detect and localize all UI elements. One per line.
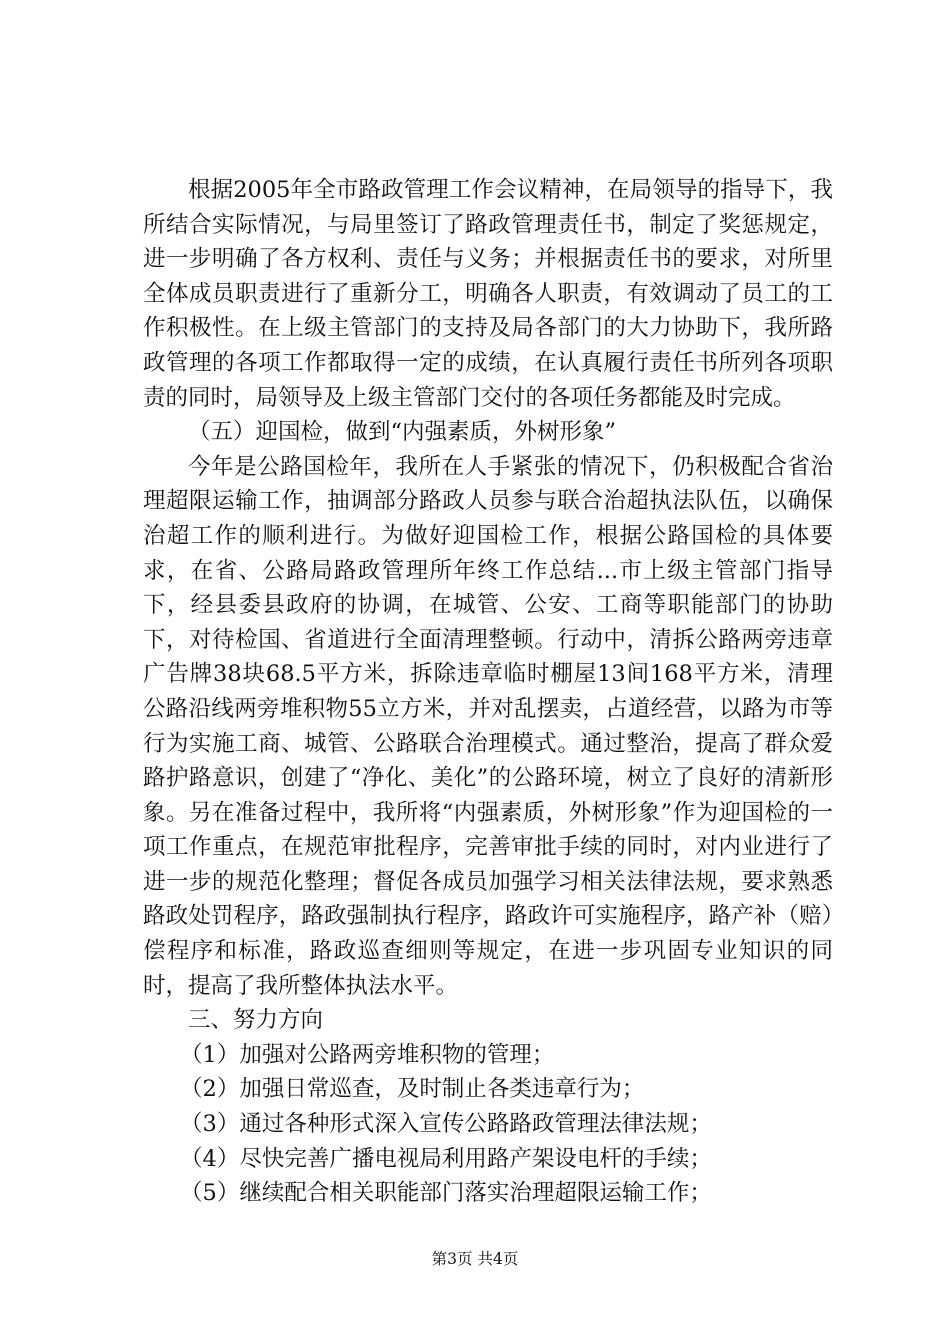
paragraph-national-inspection: 今年是公路国检年，我所在人手紧张的情况下，仍积极配合省治理超限运输工作，抽调部分路政人员参与联合治超执法队伍，以确保治超工作的顺利进行。为做好迎国检工作，根据公路国检的具体要求，在省、公路局路政管理所年终工作总结...市上级主管部门指导下，经县委县政府的协调，在城管、公安、工商等职能部门的协助下，对待检国、省道进行全面清理整顿。行动中，清拆公路两旁违章广告牌38块68.5平方米，拆除违章临时棚屋13间168平方米，清理公路沿线两旁堆积物55立方米，并对乱摆卖，占道经营，以路为市等行为实施工商、城管、公路联合治理模式。通过整治，提高了群众爱路护路意识，创建了“净化、美化”的公路环境，树立了良好的清新形象。另在准备过程中，我所将“内强素质，外树形象”作为迎国检的一项工作重点，在规范审批程序，完善审批手续的同时，对内业进行了进一步的规范化整理；督促各成员加强学习相关法律法规，要求熟悉路政处罚程序，路政强制执行程序，路政许可实施程序，路产补（赔）偿程序和标准，路政巡查细则等规定，在进一步巩固专业知识的同时，提高了我所整体执法水平。 xyxy=(143,453,833,999)
document-body xyxy=(143,173,833,1211)
section-heading-direction: 三、努力方向 xyxy=(188,1007,324,1034)
section-heading-national-inspection: （五）迎国检，做到“内强素质，外树形象” xyxy=(188,419,617,446)
list-item: （1）加强对公路两旁堆积物的管理； xyxy=(180,1041,555,1068)
page-number-footer: 第3页 共4页 xyxy=(431,1250,519,1268)
list-item: （5）继续配合相关职能部门落实治理超限运输工作； xyxy=(180,1180,712,1207)
list-item: （4）尽快完善广播电视局利用路产架设电杆的手续； xyxy=(180,1145,712,1172)
list-item: （2）加强日常巡查，及时制止各类违章行为； xyxy=(180,1076,645,1103)
list-item: （3）通过各种形式深入宣传公路路政管理法律法规； xyxy=(180,1111,712,1138)
paragraph-work-summary: 根据2005年全市路政管理工作会议精神，在局领导的指导下，我所结合实际情况，与局里签订了路政管理责任书，制定了奖惩规定，进一步明确了各方权利、责任与义务；并根据责任书的要求，对所里全体成员职责进行了重新分工，明确各人职责，有效调动了员工的工作积极性。在上级主管部门的支持及局各部门的大力协助下，我所路政管理的各项工作都取得一定的成绩，在认真履行责任书所列各项职责的同时，局领导及上级主管部门交付的各项任务都能及时完成。 xyxy=(143,177,833,411)
